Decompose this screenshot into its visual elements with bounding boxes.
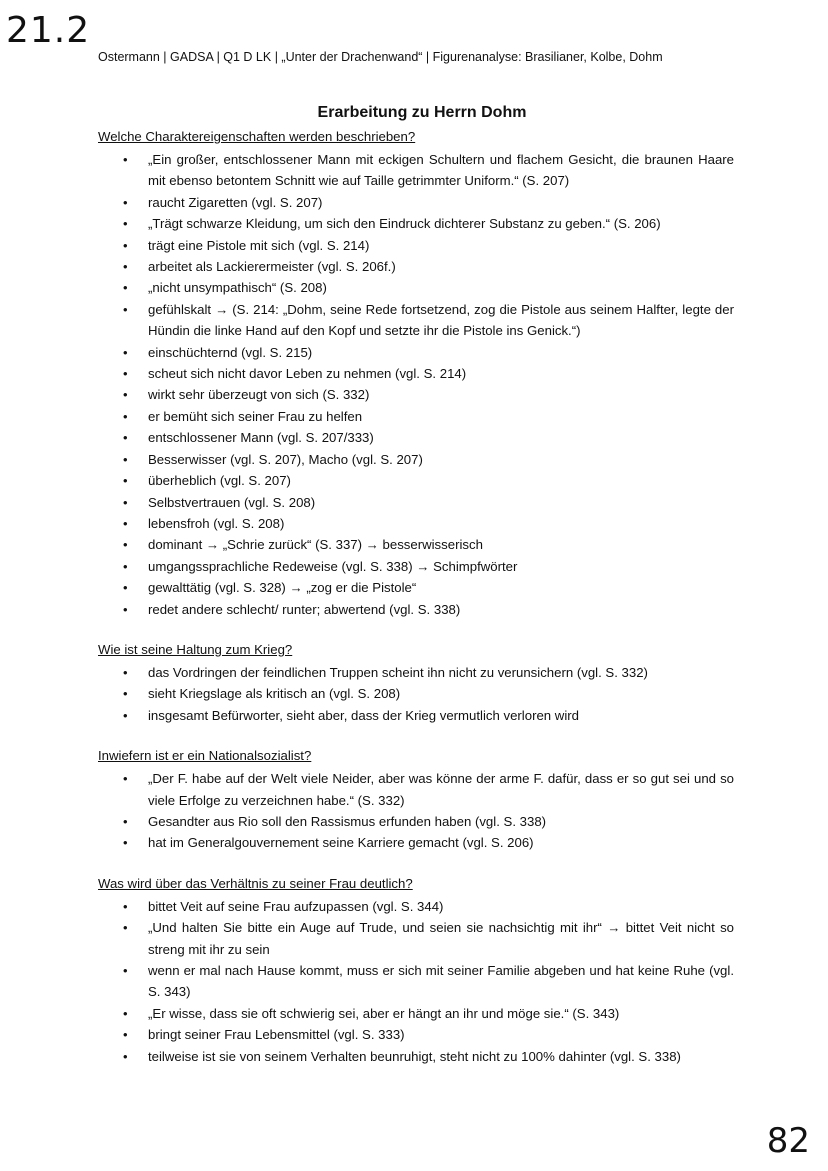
list-item: • hat im Generalgouvernement seine Karriere gemacht (vgl. S. 206): [98, 832, 734, 853]
list-item: • trägt eine Pistole mit sich (vgl. S. 214): [98, 235, 734, 256]
section-relationship-wife: [98, 874, 734, 1067]
bullet-list: [98, 896, 734, 1067]
section-character-traits: [98, 127, 734, 620]
list-item: • lebensfroh (vgl. S. 208): [98, 513, 734, 534]
bullet-list: [98, 662, 734, 726]
list-item: • „Trägt schwarze Kleidung, um sich den Eindruck dichterer Substanz zu geben.“ (S. 206): [98, 213, 734, 234]
list-item: • „Und halten Sie bitte ein Auge auf Trude, und seien sie nachsichtig mit ihr“ → bittet Veit nicht so streng mit ihr zu sein: [98, 917, 734, 960]
section-heading: Wie ist seine Haltung zum Krieg?: [98, 641, 293, 657]
list-item: • umgangssprachliche Redeweise (vgl. S. 338) → Schimpfwörter: [98, 556, 734, 577]
handwritten-page-number: 21.2: [6, 10, 91, 51]
list-item: • er bemüht sich seiner Frau zu helfen: [98, 406, 734, 427]
section-heading: Inwiefern ist er ein Nationalsozialist?: [98, 748, 312, 764]
list-item: • „Ein großer, entschlossener Mann mit eckigen Schultern und flachem Gesicht, die braunen Haare mit ebenso betontem Schnitt wie auf Taille getrimmter Uniform.“ (S. 207): [98, 149, 734, 192]
list-item: • „nicht unsympathisch“ (S. 208): [98, 277, 734, 298]
list-item: • Besserwisser (vgl. S. 207), Macho (vgl. S. 207): [98, 449, 734, 470]
section-war-attitude: [98, 640, 734, 726]
list-item: • bringt seiner Frau Lebensmittel (vgl. S. 333): [98, 1024, 734, 1045]
list-item: • insgesamt Befürworter, sieht aber, dass der Krieg vermutlich verloren wird: [98, 705, 734, 726]
document-body: [98, 104, 734, 1087]
section-heading: Welche Charaktereigenschaften werden beschrieben?: [98, 129, 416, 144]
section-heading: Was wird über das Verhältnis zu seiner Frau deutlich?: [98, 875, 413, 891]
bullet-list: [98, 768, 734, 854]
list-item: • scheut sich nicht davor Leben zu nehmen (vgl. S. 214): [98, 363, 734, 384]
list-item: • einschüchternd (vgl. S. 215): [98, 342, 734, 363]
handwritten-page-number-bottom: 82: [766, 1121, 810, 1161]
list-item: • entschlossener Mann (vgl. S. 207/333): [98, 427, 734, 448]
list-item: • Selbstvertrauen (vgl. S. 208): [98, 492, 734, 513]
list-item: • sieht Kriegslage als kritisch an (vgl. S. 208): [98, 683, 734, 704]
list-item: • gefühlskalt → (S. 214: „Dohm, seine Rede fortsetzend, zog die Pistole aus seinem Halfter, legte der Hündin die linke Hand auf den Kopf und setzte ihr die Pistole ins Genick.“): [98, 299, 734, 342]
list-item: • arbeitet als Lackierermeister (vgl. S. 206f.): [98, 256, 734, 277]
list-item: • wirkt sehr überzeugt von sich (S. 332): [98, 384, 734, 405]
list-item: • bittet Veit auf seine Frau aufzupassen (vgl. S. 344): [98, 896, 734, 917]
list-item: • dominant → „Schrie zurück“ (S. 337) → besserwisserisch: [98, 534, 734, 555]
list-item: • überheblich (vgl. S. 207): [98, 470, 734, 491]
document-header: Ostermann | GADSA | Q1 D LK | „Unter der Drachenwand“ | Figurenanalyse: Brasilianer, Kolbe, Dohm: [98, 50, 663, 64]
page-title: Erarbeitung zu Herrn Dohm: [317, 104, 527, 121]
list-item: • teilweise ist sie von seinem Verhalten beunruhigt, steht nicht zu 100% dahinter (vgl. S. 338): [98, 1046, 734, 1067]
section-national-socialist: [98, 746, 734, 854]
list-item: • raucht Zigaretten (vgl. S. 207): [98, 192, 734, 213]
list-item: • redet andere schlecht/ runter; abwertend (vgl. S. 338): [98, 599, 734, 620]
list-item: • „Er wisse, dass sie oft schwierig sei, aber er hängt an ihr und möge sie.“ (S. 343): [98, 1003, 734, 1024]
list-item: • das Vordringen der feindlichen Truppen scheint ihn nicht zu verunsichern (vgl. S. 332): [98, 662, 734, 683]
list-item: • Gesandter aus Rio soll den Rassismus erfunden haben (vgl. S. 338): [98, 811, 734, 832]
list-item: • wenn er mal nach Hause kommt, muss er sich mit seiner Familie abgeben und hat keine Ruhe (vgl. S. 343): [98, 960, 734, 1003]
list-item: • „Der F. habe auf der Welt viele Neider, aber was könne der arme F. dafür, dass er so gut sei und so viele Erfolge zu verzeichnen habe.“ (S. 332): [98, 768, 734, 811]
bullet-list: [98, 149, 734, 620]
list-item: • gewalttätig (vgl. S. 328) → „zog er die Pistole“: [98, 577, 734, 598]
